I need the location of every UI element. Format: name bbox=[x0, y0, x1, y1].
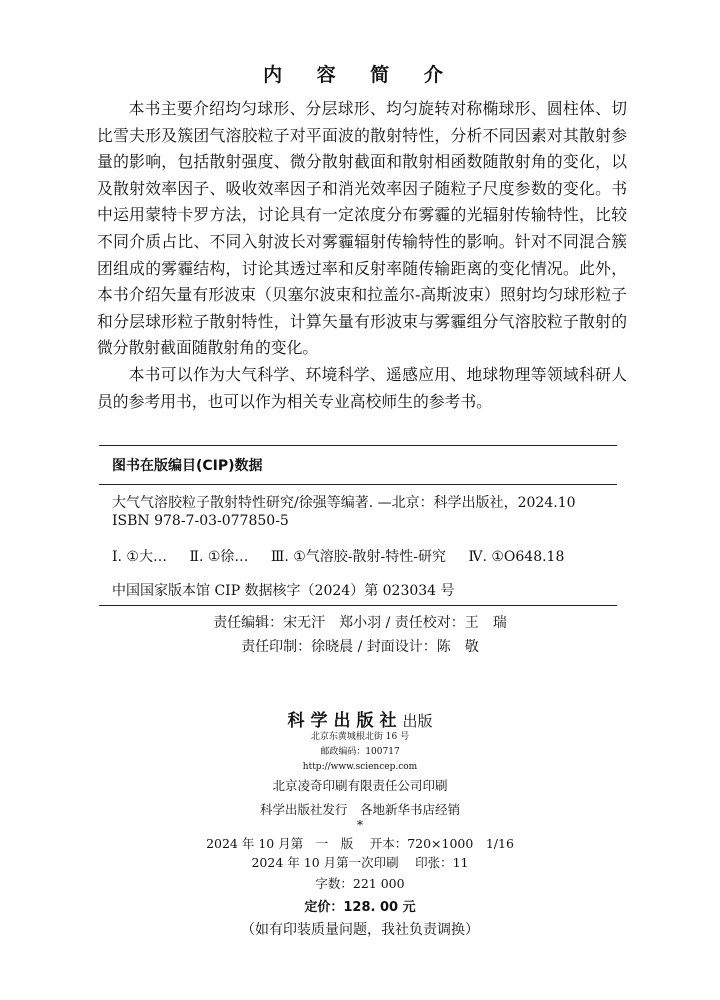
edition-line: 2024 年 10 月第 一 版 开本：720×1000 1/16 bbox=[206, 836, 514, 851]
publisher-name: 科学出版社 bbox=[287, 711, 403, 731]
publisher-line bbox=[0, 706, 720, 731]
staff-production: 责任印制：徐晓晨 / 封面设计：陈 敬 bbox=[241, 639, 479, 655]
distribution-line: 科学出版社发行 各地新华书店经销 bbox=[259, 802, 460, 817]
cip-heading: 图书在版编目(CIP)数据 bbox=[112, 458, 263, 474]
summary-title: 内 容 简 介 bbox=[263, 64, 457, 86]
summary-body bbox=[97, 96, 627, 415]
cip-isbn: ISBN 978-7-03-077850-5 bbox=[112, 513, 289, 529]
separator-star: * bbox=[356, 817, 364, 832]
cip-class-item: Ⅳ. ①O648.18 bbox=[468, 549, 565, 565]
publisher-website: http://www.sciencep.com bbox=[302, 762, 418, 772]
quality-notice: （如有印装质量问题，我社负责调换） bbox=[241, 922, 479, 938]
cip-record: 中国国家版本馆 CIP 数据核字（2024）第 023034 号 bbox=[112, 583, 455, 599]
summary-paragraph: 本书可以作为大气科学、环境科学、遥感应用、地球物理等领域科研人员的参考用书，也可以作为相关专业高校师生的参考书。 bbox=[97, 364, 627, 411]
publisher-postcode: 邮政编码：100717 bbox=[320, 747, 400, 757]
cip-bottom-rule bbox=[99, 605, 617, 606]
print-line: 2024 年 10 月第一次印刷 印张：11 bbox=[251, 855, 469, 870]
cip-heading-rule bbox=[99, 484, 617, 485]
cip-class-item: Ⅱ. ①徐… bbox=[189, 549, 249, 565]
cip-top-rule bbox=[99, 445, 617, 446]
staff-editors: 责任编辑：宋无汗 郑小羽 / 责任校对：王 瑞 bbox=[213, 615, 507, 631]
printer-line: 北京凌奇印刷有限责任公司印刷 bbox=[272, 778, 448, 793]
word-count: 字数：221 000 bbox=[315, 876, 405, 891]
cip-class-item: Ⅲ. ①气溶胶-散射-特性-研究 bbox=[270, 549, 447, 565]
cip-classifications bbox=[112, 546, 582, 566]
publisher-address: 北京东黄城根北街 16 号 bbox=[310, 732, 410, 742]
cip-class-item: Ⅰ. ①大… bbox=[112, 549, 167, 565]
cip-book-line: 大气气溶胶粒子散射特性研究/徐强等编著. —北京：科学出版社，2024.10 bbox=[112, 495, 576, 511]
summary-paragraph: 本书主要介绍均匀球形、分层球形、均匀旋转对称椭球形、圆柱体、切比雪夫形及簇团气溶胶粒子对平面波的散射特性，分析不同因素对其散射参量的影响，包括散射强度、微分散射截面和散射相函数随散射角的变化，以及散射效率因子、吸收效率因子和消光效率因子随粒子尺度参数的变化。书中运用蒙特卡罗方法，讨论具有一定浓度分布雾霾的光辐射传输特性，比较不同介质占比、不同入射波长对雾霾辐射传输特性的影响。针对不同混合簇团组成的雾霾结构，讨论其透过率和反射率随传输距离的变化情况。此外，本书介绍矢量有形波束（贝塞尔波束和拉盖尔-高斯波束）照射均匀球形粒子和分层球形粒子散射特性，计算矢量有形波束与雾霾组分气溶胶粒子散射的微分散射截面随散射角的变化。 bbox=[97, 99, 627, 358]
price-line: 定价：128. 00 元 bbox=[304, 900, 416, 915]
publisher-suffix: 出版 bbox=[402, 712, 433, 730]
